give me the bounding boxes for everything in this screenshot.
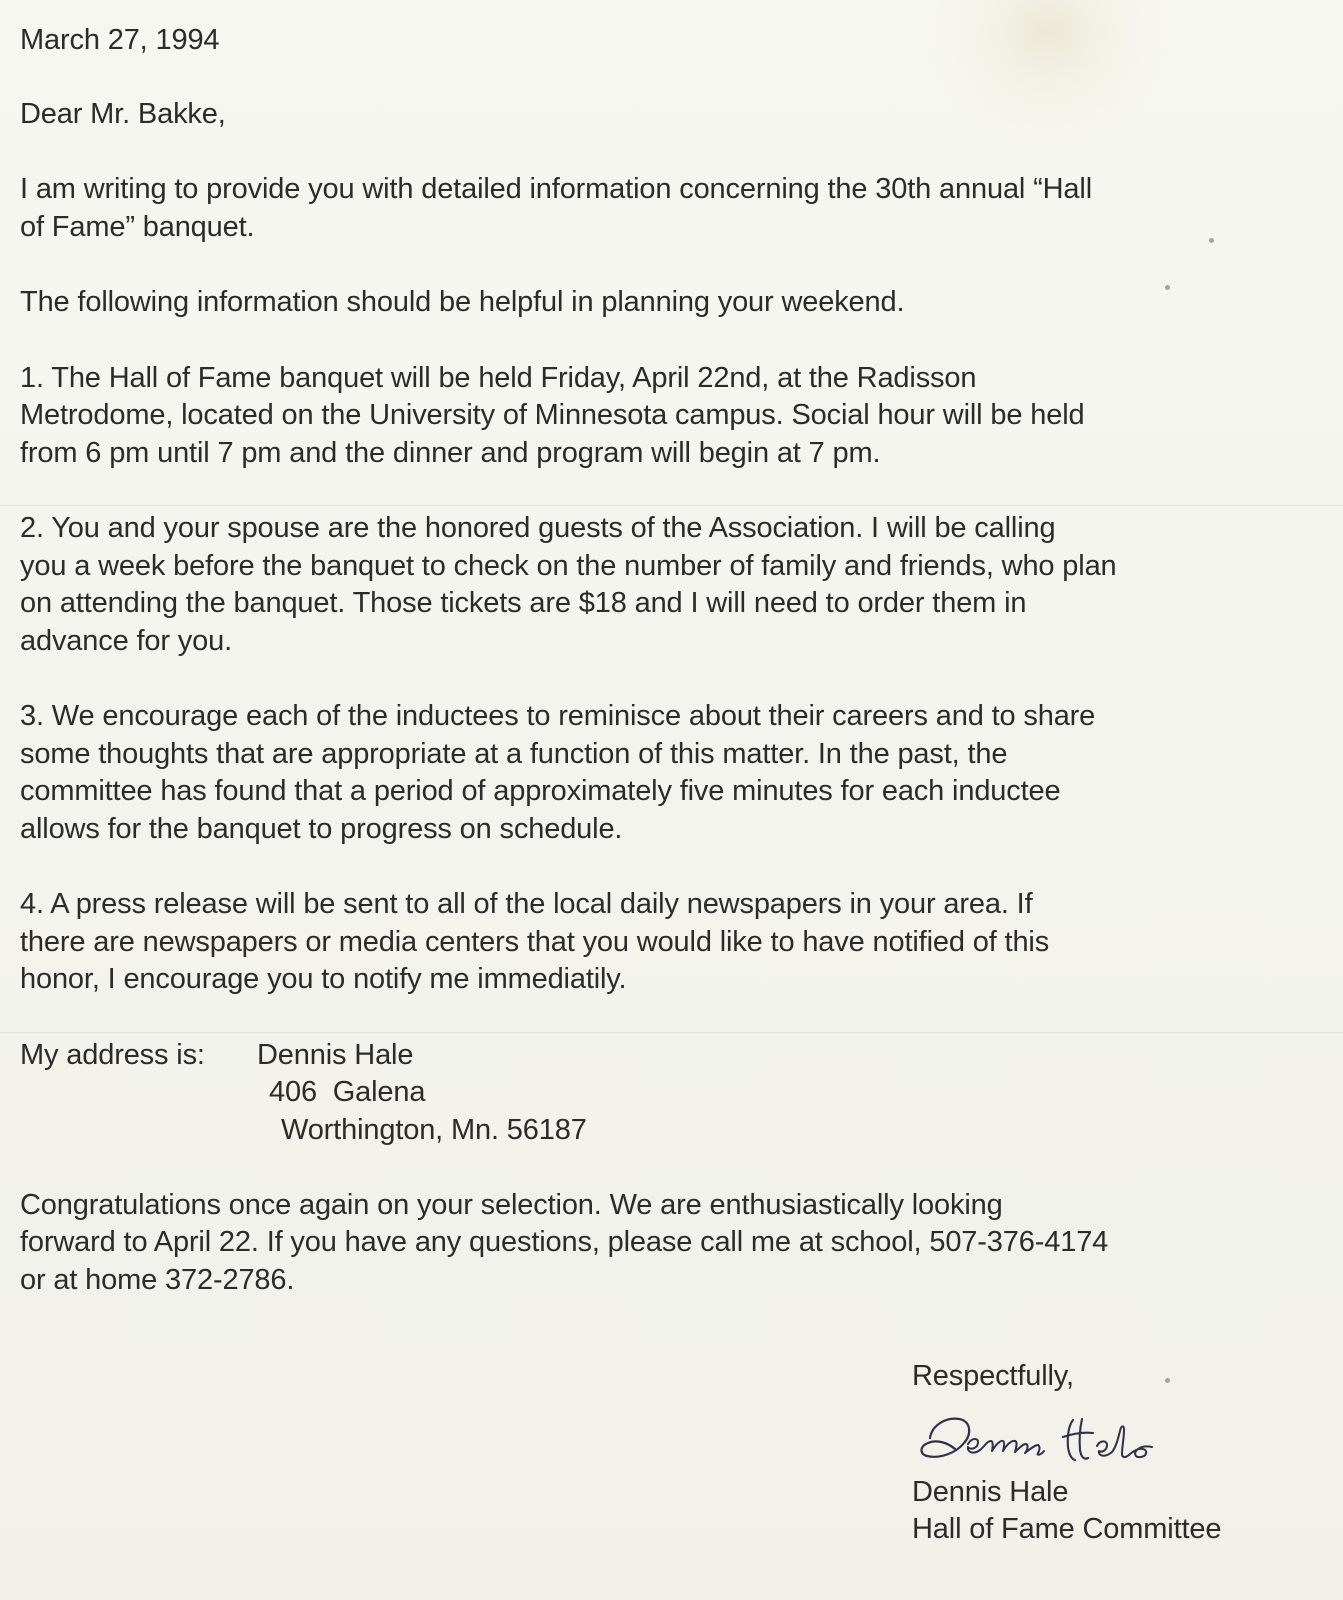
signer-title: Hall of Fame Committee (912, 1513, 1222, 1545)
numbered-item-2 (20, 510, 1303, 660)
item-line: Metrodome, located on the University of Minnesota campus. Social hour will be held (20, 399, 1085, 431)
intro-paragraph (20, 171, 1303, 246)
item-line: 4. A press release will be sent to all of the local daily newspapers in your area. If (20, 888, 1033, 920)
item-line: 2. You and your spouse are the honored guests of the Association. I will be calling (20, 512, 1056, 544)
intro-line: of Fame” banquet. (20, 210, 255, 243)
signer-name: Dennis Hale (912, 1475, 1069, 1508)
item-line: 1. The Hall of Fame banquet will be held Friday, April 22nd, at the Radisson (20, 361, 977, 394)
planning-note: The following information should be helpful in planning your weekend. (20, 286, 905, 318)
closing-word: Respectfully, (912, 1360, 1074, 1392)
item-line: from 6 pm until 7 pm and the dinner and program will begin at 7 pm. (20, 436, 881, 469)
handwritten-signature (912, 1407, 1157, 1470)
paper-speck (1209, 238, 1214, 243)
intro-line: I am writing to provide you with detailed information concerning the 30th annual “Hall (20, 173, 1092, 205)
item-line: some thoughts that are appropriate at a function of this matter. In the past, the (20, 737, 1008, 770)
letter-date: March 27, 1994 (20, 24, 220, 56)
item-line: 3. We encourage each of the inductees to reminisce about their careers and to share (20, 700, 1096, 732)
address-label: My address is: (20, 1038, 205, 1071)
numbered-item-3 (20, 698, 1303, 848)
numbered-item-4 (20, 886, 1303, 999)
paper-fold-top (0, 505, 1343, 506)
closing-line: forward to April 22. If you have any questions, please call me at school, 507-376-4174 (20, 1226, 1109, 1258)
numbered-item-1 (20, 360, 1303, 473)
paper-fold-bottom (0, 1032, 1343, 1033)
address-city: Worthington, Mn. 56187 (281, 1113, 587, 1146)
closing-line: or at home 372-2786. (20, 1263, 295, 1296)
item-line: advance for you. (20, 624, 233, 657)
address-name: Dennis Hale (257, 1038, 414, 1071)
item-line: honor, I encourage you to notify me immediatily. (20, 963, 627, 995)
address-lines (257, 1037, 587, 1150)
salutation: Dear Mr. Bakke, (20, 97, 226, 130)
address-block (20, 1037, 1303, 1149)
closing-line: Congratulations once again on your selection. We are enthusiastically looking (20, 1188, 1003, 1221)
signoff-block (912, 1358, 1302, 1549)
address-street: 406 Galena (269, 1076, 426, 1108)
item-line: you a week before the banquet to check on the number of family and friends, who plan (20, 549, 1117, 582)
item-line: committee has found that a period of approximately five minutes for each inductee (20, 775, 1061, 807)
item-line: on attending the banquet. Those tickets are $18 and I will need to order them in (20, 587, 1027, 619)
paper-speck (1165, 285, 1170, 290)
closing-paragraph (20, 1187, 1303, 1300)
item-line: there are newspapers or media centers that you would like to have notified of this (20, 925, 1050, 958)
item-line: allows for the banquet to progress on schedule. (20, 812, 623, 845)
